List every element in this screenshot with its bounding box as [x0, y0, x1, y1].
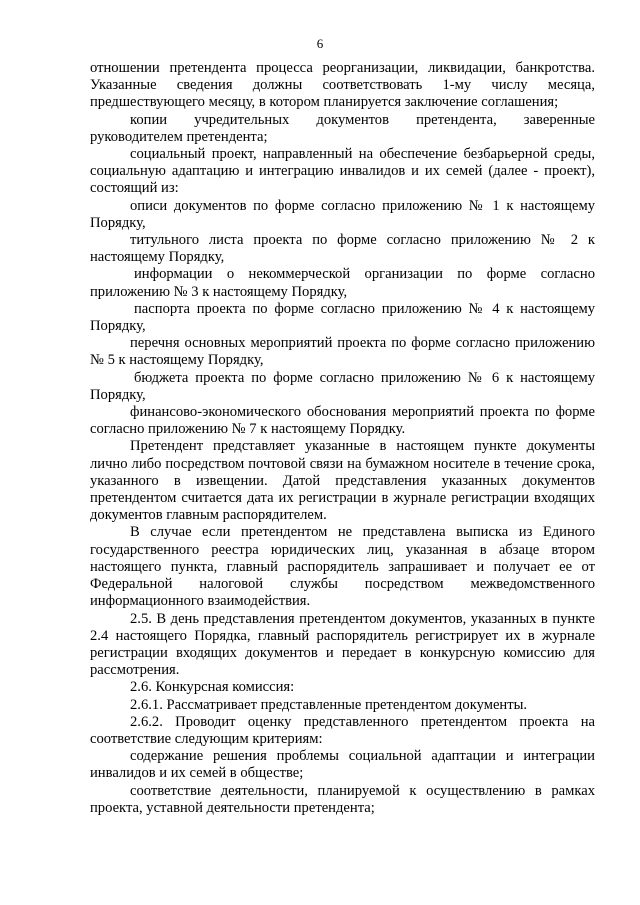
paragraph: соответствие деятельности, планируемой к осуществлению в рамках проекта, уставной деятельности претендента;	[90, 782, 595, 816]
paragraph: социальный проект, направленный на обеспечение безбарьерной среды, социальную адаптацию и интеграцию инвалидов и их семей (далее - проект), состоящий из:	[90, 146, 595, 197]
document-body	[90, 60, 595, 817]
paragraph: бюджета проекта по форме согласно приложению № 6 к настоящему Порядку,	[90, 369, 595, 403]
paragraph: 2.6. Конкурсная комиссия:	[130, 679, 295, 696]
paragraph: 2.6.2. Проводит оценку представленного претендентом проекта на соответствие следующим критериям:	[90, 713, 595, 747]
paragraph: копии учредительных документов претендента, заверенные руководителем претендента;	[90, 111, 595, 145]
paragraph: паспорта проекта по форме согласно приложению № 4 к настоящему Порядку,	[90, 300, 595, 335]
page-number: 6	[316, 36, 324, 51]
paragraph: перечня основных мероприятий проекта по форме согласно приложению № 5 к настоящему Порядку,	[90, 335, 595, 369]
paragraph: титульного листа проекта по форме согласно приложению № 2 к настоящему Порядку,	[90, 232, 595, 266]
paragraph: описи документов по форме согласно приложению № 1 к настоящему Порядку,	[90, 197, 595, 231]
paragraph: отношении претендента процесса реорганизации, ликвидации, банкротства. Указанные сведения должны соответствовать 1-му числу месяца, предшествующего месяцу, в котором планируется заключение соглашения;	[90, 60, 595, 111]
paragraph: финансово-экономического обоснования мероприятий проекта по форме согласно приложению № 7 к настоящему Порядку.	[90, 404, 595, 438]
paragraph: В случае если претендентом не представлена выписка из Единого государственного реестра юридических лиц, указанная в абзаце втором настоящего пункта, главный распорядитель запрашивает и получает ее от Федеральной налоговой службы посредством межведомственного информационного взаимодействия.	[90, 524, 595, 610]
paragraph: 2.5. В день представления претендентом документов, указанных в пункте 2.4 настоящего Порядка, главный распорядитель регистрирует их в журнале регистрации входящих документов и передает в конкурсную комиссию для рассмотрения.	[90, 610, 595, 679]
paragraph: Претендент представляет указанные в настоящем пункте документы лично либо посредством почтовой связи на бумажном носителе в течение срока, указанного в извещении. Датой представления указанных документов претендентом считается дата их регистрации в журнале регистрации входящих документов главным распорядителем.	[90, 438, 595, 524]
paragraph: содержание решения проблемы социальной адаптации и интеграции инвалидов и их семей в обществе;	[90, 748, 595, 782]
paragraph: 2.6.1. Рассматривает представленные претендентом документы.	[130, 696, 528, 713]
paragraph: информации о некоммерческой организации по форме согласно приложению № 3 к настоящему Порядку,	[90, 266, 595, 300]
